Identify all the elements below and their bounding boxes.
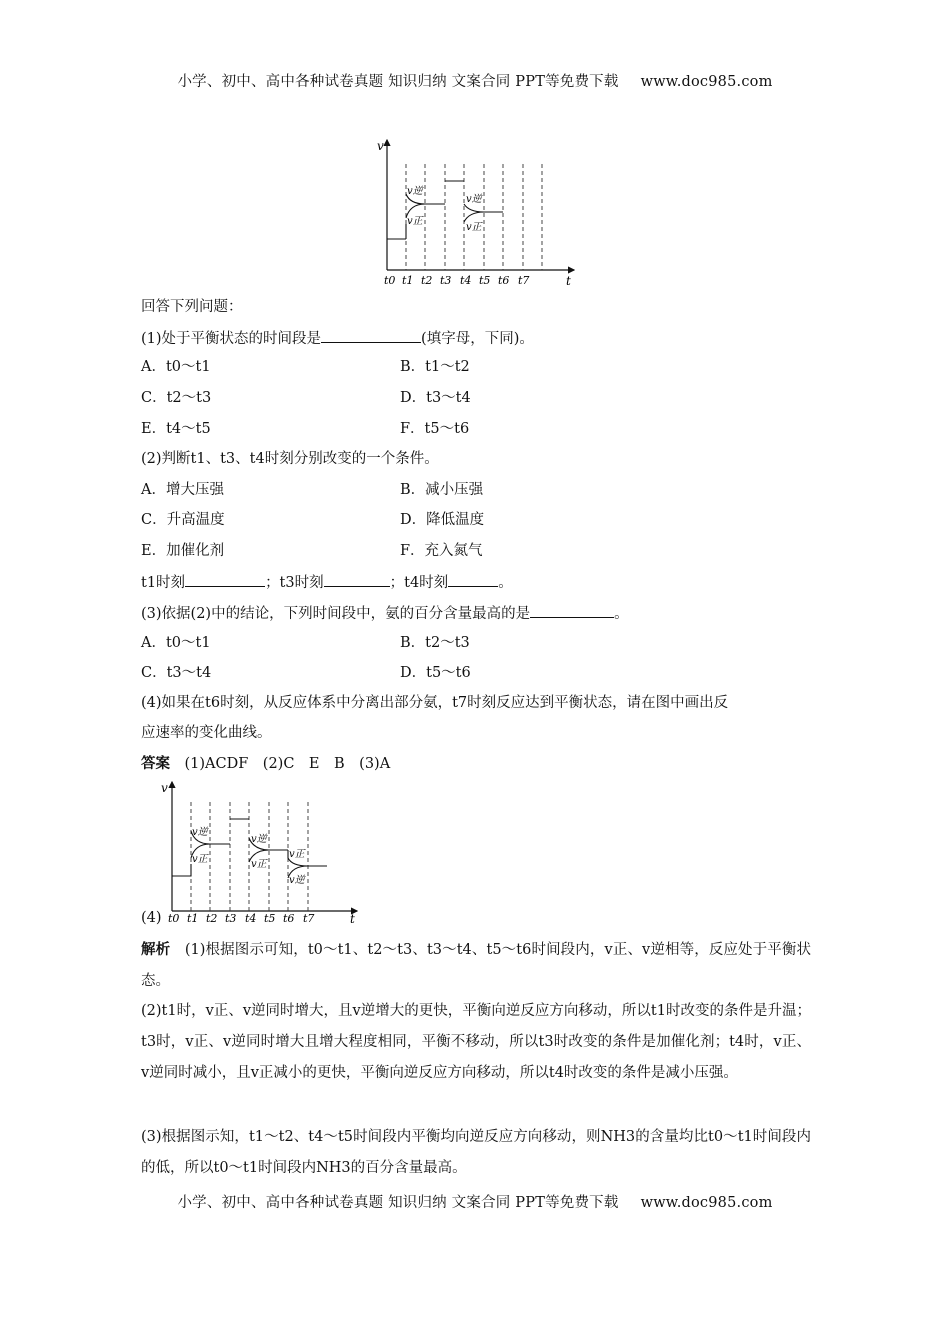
fig1-label-v-ni-2: v逆 <box>466 194 482 205</box>
q2-fill-line <box>141 571 513 593</box>
answer-fig-prefix: (4) <box>141 910 162 926</box>
answer-text: (1)ACDF (2)C E B (3)A <box>184 756 391 772</box>
fig1-tick-t5: t5 <box>479 274 491 287</box>
q1-stem <box>141 327 534 349</box>
figure-1 <box>370 136 580 288</box>
analysis-label: 解析 <box>141 941 171 958</box>
q1-option-c: C．t2～t3 <box>141 390 212 406</box>
analysis-p1 <box>141 934 811 997</box>
fig2-label-v-zheng-1: v正 <box>192 854 208 865</box>
fig1-tick-t6: t6 <box>498 274 510 287</box>
fig2-label-v-zheng-2: v正 <box>251 859 267 870</box>
q1-option-a: A．t0～t1 <box>141 359 211 375</box>
fig2-label-v-ni-3: v逆 <box>289 875 305 886</box>
q2-stem: (2)判断t1、t3、t4时刻分别改变的一个条件。 <box>141 451 439 467</box>
fig1-tick-t4: t4 <box>460 274 472 287</box>
q3-option-d: D．t5～t6 <box>400 665 471 681</box>
fig2-tick-t2: t2 <box>206 912 218 925</box>
q3-suffix: 。 <box>614 606 629 622</box>
fig2-tick-t3: t3 <box>225 912 237 925</box>
analysis-p2: (2)t1时，v正、v逆同时增大，且v逆增大的更快，平衡向逆反应方向移动，所以t1时改变的条件是升温；t3时，v正、v逆同时增大且增大程度相同，平衡不移动，所以t3时改变的条件是加催化剂；t4时，v正、v逆同时减小，且v正减小的更快，平衡向逆反应方向移动，所以t4时改变的条件是减小压强。 <box>141 1003 811 1081</box>
fig1-label-v-zheng-2: v正 <box>466 222 482 233</box>
q2-fill-t3: ；t3时刻 <box>265 575 324 591</box>
y-axis-label: v <box>161 781 168 795</box>
x-axis-label: t <box>350 912 355 926</box>
q1-blank[interactable] <box>321 327 421 343</box>
fig2-tick-t5: t5 <box>264 912 276 925</box>
q1-text: (1)处于平衡状态的时间段是 <box>141 331 322 347</box>
q2-fill-end: 。 <box>498 575 513 591</box>
intro: 回答下列问题： <box>141 299 243 315</box>
q3-option-a: A．t0～t1 <box>141 635 211 651</box>
fig2-tick-t6: t6 <box>283 912 295 925</box>
q2-blank-t4[interactable] <box>448 571 498 587</box>
fig2-tick-t0: t0 <box>168 912 180 925</box>
q2-fill-t4: ；t4时刻 <box>389 575 449 591</box>
analysis-p1-text: (1)根据图示可知，t0～t1、t2～t3、t3～t4、t5～t6时间段内，v正、v逆相等，反应处于平衡状态。 <box>141 942 812 989</box>
page-footer <box>0 1191 950 1212</box>
y-axis-label: v <box>377 139 384 153</box>
x-axis-label: t <box>566 274 571 288</box>
fig1-tick-t2: t2 <box>421 274 433 287</box>
q2-option-f: F．充入氮气 <box>400 543 483 559</box>
fig1-tick-t3: t3 <box>440 274 452 287</box>
q4-line-2: 应速率的变化曲线。 <box>141 725 272 741</box>
fig2-label-v-zheng-3: v正 <box>289 849 305 860</box>
q1-option-b: B．t1～t2 <box>400 359 470 375</box>
q1-option-e: E．t4～t5 <box>141 421 211 437</box>
q3-blank[interactable] <box>530 602 614 618</box>
footer-text: 小学、初中、高中各种试卷真题 知识归纳 文案合同 PPT等免费下载 <box>177 1195 619 1211</box>
answer-label: 答案 <box>141 755 170 772</box>
fig2-tick-t7: t7 <box>303 912 315 925</box>
answer-line <box>141 754 390 774</box>
fig1-tick-t7: t7 <box>518 274 530 287</box>
q2-option-b: B．减小压强 <box>400 482 484 498</box>
q3-stem <box>141 602 629 624</box>
fig1-label-v-ni-1: v逆 <box>407 186 423 197</box>
fig2-tick-t4: t4 <box>245 912 257 925</box>
q3-option-b: B．t2～t3 <box>400 635 470 651</box>
q2-fill-t1: t1时刻 <box>141 575 186 591</box>
fig1-tick-t1: t1 <box>402 274 414 287</box>
q2-blank-t1[interactable] <box>185 571 265 587</box>
q2-option-e: E．加催化剂 <box>141 543 225 559</box>
q3-text: (3)依据(2)中的结论，下列时间段中，氨的百分含量最高的是 <box>141 606 531 622</box>
q1-option-d: D．t3～t4 <box>400 390 471 406</box>
page-header <box>0 70 950 91</box>
analysis-p3: (3)根据图示知，t1～t2、t4～t5时间段内平衡均向逆反应方向移动，则NH3的含量均比t0～t1时间段内的低，所以t0～t1时间段内NH3的百分含量最高。 <box>141 1129 811 1176</box>
q2-option-c: C．升高温度 <box>141 512 225 528</box>
header-text: 小学、初中、高中各种试卷真题 知识归纳 文案合同 PPT等免费下载 <box>177 74 619 90</box>
q1-option-f: F．t5～t6 <box>400 421 470 437</box>
q3-option-c: C．t3～t4 <box>141 665 212 681</box>
fig2-tick-t1: t1 <box>187 912 199 925</box>
q4-line-1: (4)如果在t6时刻，从反应体系中分离出部分氨，t7时刻反应达到平衡状态，请在图中画出反 <box>141 695 729 711</box>
q2-blank-t3[interactable] <box>324 571 390 587</box>
fig2-label-v-ni-2: v逆 <box>251 834 267 845</box>
fig1-label-v-zheng-1: v正 <box>407 216 423 227</box>
fig2-label-v-ni-1: v逆 <box>192 827 208 838</box>
fig1-tick-t0: t0 <box>384 274 396 287</box>
footer-url[interactable]: www.doc985.com <box>640 1195 773 1211</box>
q1-suffix: (填字母，下同)。 <box>421 331 534 347</box>
q2-option-a: A．增大压强 <box>141 482 224 498</box>
header-url[interactable]: www.doc985.com <box>640 74 773 90</box>
q2-option-d: D．降低温度 <box>400 512 485 528</box>
figure-2 <box>155 778 365 928</box>
